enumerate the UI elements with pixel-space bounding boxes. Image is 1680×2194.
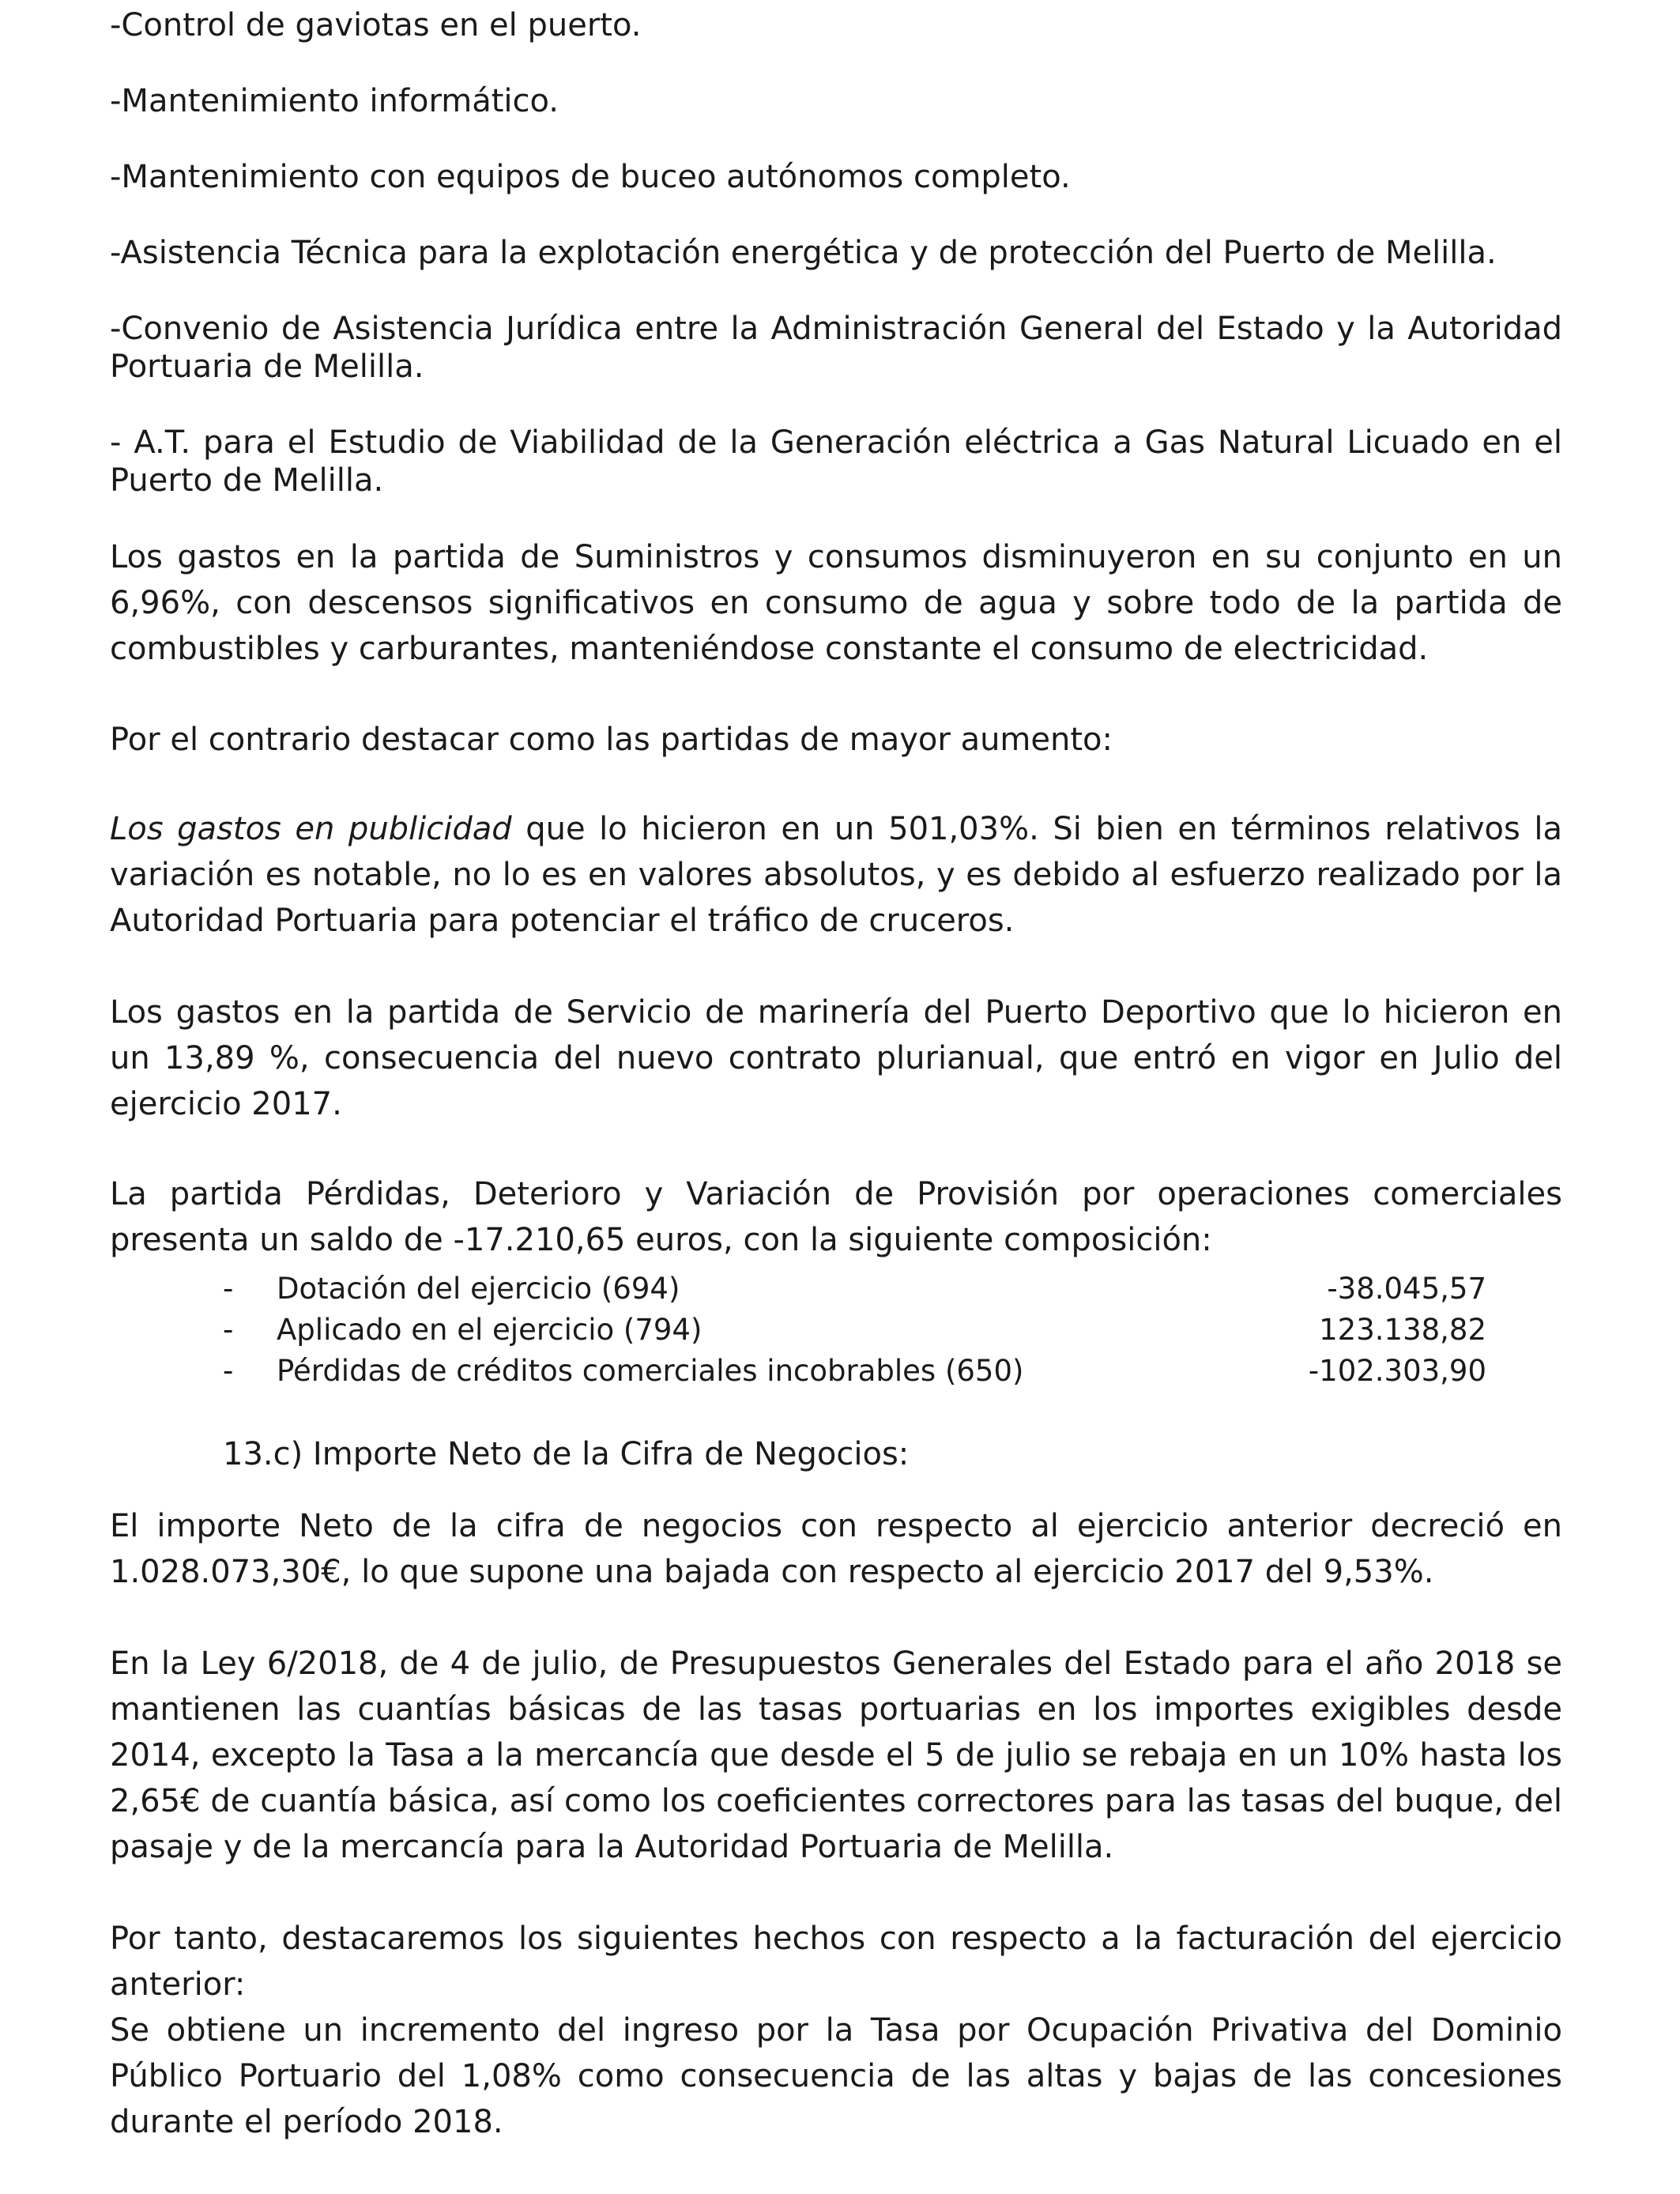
- composition-label: Dotación del ejercicio (694): [277, 1272, 680, 1306]
- list-item-asistencia-tecnica: -Asistencia Técnica para la explotación energética y de protección del Puerto de Melilla.: [110, 235, 1497, 271]
- composition-label: Pérdidas de créditos comerciales incobrables (650): [277, 1354, 1024, 1388]
- composition-row: [110, 1269, 1562, 1309]
- paragraph-importe-neto: El importe Neto de la cifra de negocios con respecto al ejercicio anterior decreció en 1.028.073,30€, lo que supone una bajada con respecto al ejercicio 2017 del 9,53%.: [110, 1508, 1562, 1590]
- paragraph-por-tanto: Por tanto, destacaremos los siguientes hechos con respecto a la facturación del ejercicio anterior:: [110, 1921, 1562, 2003]
- composition-row: [110, 1310, 1562, 1350]
- paragraph-marineria: Los gastos en la partida de Servicio de marinería del Puerto Deportivo que lo hicieron en un 13,89 %, consecuencia del nuevo contrato plurianual, que entró en vigor en Julio del ejercicio 2017.: [110, 994, 1562, 1122]
- composition-dash: -: [223, 1354, 234, 1388]
- composition-amount: 123.138,82: [1319, 1313, 1486, 1347]
- composition-amount: -38.045,57: [1327, 1272, 1486, 1306]
- paragraph-suministros: Los gastos en la partida de Suministros y consumos disminuyeron en su conjunto en un 6,96%, con descensos significativos en consumo de agua y sobre todo de la partida de combustibles y carburantes, manteniéndose constante el consumo de electricidad.: [110, 539, 1562, 667]
- paragraph-ley-presupuestos: En la Ley 6/2018, de 4 de julio, de Presupuestos Generales del Estado para el año 2018 se mantienen las cuantías básicas de las tasas portuarias en los importes exigibles desde 2014, excepto la Tasa a la mercancía que desde el 5 de julio se rebaja en un 10% hasta los 2,65€ de cuantía básica, así como los coeficientes correctores para las tasas del buque, del pasaje y de la mercancía para la Autoridad Portuaria de Melilla.: [110, 1646, 1562, 1865]
- composition-row: [110, 1351, 1562, 1391]
- paragraph-por-el-contrario: Por el contrario destacar como las partidas de mayor aumento:: [110, 722, 1113, 758]
- publicidad-italic-lead: Los gastos en publicidad: [110, 811, 512, 847]
- paragraph-convenio: -Convenio de Asistencia Jurídica entre la Administración General del Estado y la Autoridad Portuaria de Melilla.: [110, 311, 1562, 385]
- section-heading-importe-neto: 13.c) Importe Neto de la Cifra de Negocios:: [223, 1436, 910, 1472]
- composition-label: Aplicado en el ejercicio (794): [277, 1313, 703, 1347]
- list-item-mantenimiento-informatico: -Mantenimiento informático.: [110, 83, 559, 119]
- paragraph-publicidad: [110, 806, 1562, 944]
- publicidad-rest: que lo hicieron en un 501,03%. Si bien en términos relativos la variación es notable, no lo es en valores absolutos, y es debido al esfuerzo realizado por la Autoridad Portuaria para potenciar el tráfico de cruceros.: [110, 811, 1562, 939]
- composition-dash: -: [223, 1272, 234, 1306]
- paragraph-estudio-viabilidad: - A.T. para el Estudio de Viabilidad de la Generación eléctrica a Gas Natural Licuado en el Puerto de Melilla.: [110, 424, 1562, 499]
- paragraph-perdidas: La partida Pérdidas, Deterioro y Variación de Provisión por operaciones comerciales presenta un saldo de -17.210,65 euros, con la siguiente composición:: [110, 1176, 1562, 1258]
- paragraph-incremento: Se obtiene un incremento del ingreso por la Tasa por Ocupación Privativa del Dominio Público Portuario del 1,08% como consecuencia de las altas y bajas de las concesiones durante el período 2018.: [110, 2012, 1562, 2140]
- composition-amount: -102.303,90: [1308, 1354, 1486, 1388]
- list-item-buceo: -Mantenimiento con equipos de buceo autónomos completo.: [110, 159, 1071, 195]
- list-item-gaviotas: -Control de gaviotas en el puerto.: [110, 7, 642, 43]
- composition-dash: -: [223, 1313, 234, 1347]
